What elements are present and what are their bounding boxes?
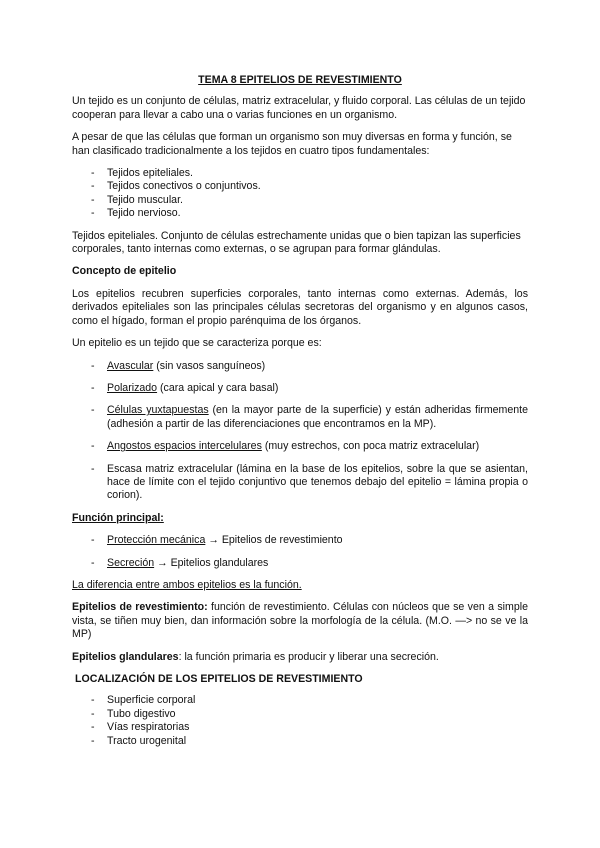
- epithelial-definition: Tejidos epiteliales. Conjunto de células estrechamente unidas que o bien tapizan las superficies corporales, tanto internas como externas, o se agrupan para formar glándulas.: [72, 229, 521, 256]
- tissue-types-intro: A pesar de que las células que forman un organismo son muy diversas en forma y función, se han clasificado tradicionalmente a los tejidos en cuatro tipos fundamentales:: [72, 131, 512, 157]
- glandulares-paragraph: [72, 651, 528, 664]
- characteristic-term: Avascular: [107, 359, 154, 372]
- list-item: [72, 360, 528, 373]
- list-item: - Tejido nervioso.: [72, 207, 528, 220]
- list-item: [72, 440, 528, 453]
- characteristics-list: [72, 360, 528, 503]
- characteristic-text: (en la mayor parte de la superficie) y están adheridas firmemente (adhesión a partir de las diferenciaciones que encontramos en la MP).: [107, 404, 528, 430]
- function-text: → Epitelios de revestimiento: [205, 534, 343, 547]
- function-heading: Función principal:: [72, 511, 164, 524]
- intro-paragraph: Un tejido es un conjunto de células, matriz extracelular, y fluido corporal. Las células de un tejido cooperan para llevar a cabo una o varias funciones en un organismo.: [72, 95, 526, 121]
- function-term: Secreción: [107, 556, 155, 569]
- list-item: - Vías respiratorias: [72, 721, 528, 734]
- functions-list: [72, 534, 528, 570]
- function-text: → Epitelios glandulares: [154, 556, 269, 569]
- characteristic-term: Polarizado: [107, 381, 158, 394]
- document-page: [72, 74, 528, 757]
- list-item: - Tracto urogenital: [72, 735, 528, 748]
- concept-paragraph: Los epitelios recubren superficies corporales, tanto internas como externas. Además, los derivados epiteliales son las principales células secretoras del organismo y en algunos casos, como el hígado, forman el propio parénquima de los órganos.: [72, 287, 528, 327]
- characteristic-text: (muy estrechos, con poca matriz extracelular): [261, 440, 480, 453]
- list-item: - Superficie corporal: [72, 694, 528, 707]
- revestimiento-paragraph: [72, 601, 528, 641]
- page-title: TEMA 8 EPITELIOS DE REVESTIMIENTO: [198, 74, 402, 86]
- list-item: [72, 557, 528, 570]
- difference-paragraph: La diferencia entre ambos epitelios es la función.: [72, 578, 302, 591]
- revestimiento-label: Epitelios de revestimiento:: [72, 601, 208, 614]
- characterized-paragraph: Un epitelio es un tejido que se caracteriza porque es:: [72, 337, 322, 350]
- list-item: [72, 404, 528, 431]
- tissue-types-list: [72, 167, 528, 221]
- locations-list: [72, 694, 528, 748]
- glandulares-text: : la función primaria es producir y liberar una secreción.: [178, 650, 439, 663]
- list-item: [72, 463, 528, 503]
- list-item: [72, 534, 528, 547]
- location-heading: LOCALIZACIÓN DE LOS EPITELIOS DE REVESTIMIENTO: [75, 673, 363, 685]
- list-item: - Tejidos conectivos o conjuntivos.: [72, 180, 528, 193]
- list-item: - Tejidos epiteliales.: [72, 167, 528, 180]
- list-item: - Tejido muscular.: [72, 194, 528, 207]
- characteristic-term: Células yuxtapuestas: [107, 404, 209, 417]
- list-item: - Tubo digestivo: [72, 708, 528, 721]
- revestimiento-text: función de revestimiento. Células con núcleos que se ven a simple vista, se tiñen muy bien, dan información sobre la morfología de la célula. (M.O. —> no se ve la MP): [72, 601, 529, 641]
- concept-heading: Concepto de epitelio: [72, 265, 177, 278]
- function-term: Protección mecánica: [107, 534, 206, 547]
- characteristic-text: (cara apical y cara basal): [157, 381, 279, 394]
- characteristic-text: (sin vasos sanguíneos): [153, 359, 266, 372]
- characteristic-term: Angostos espacios intercelulares: [107, 440, 262, 453]
- characteristic-text: Escasa matriz extracelular (lámina en la base de los epitelios, sobre la que se asientan, hace de límite con el tejido conjuntivo que tenemos debajo del epitelio = lámina propia o corion).: [107, 462, 528, 502]
- glandulares-label: Epitelios glandulares: [72, 650, 179, 663]
- list-item: [72, 382, 528, 395]
